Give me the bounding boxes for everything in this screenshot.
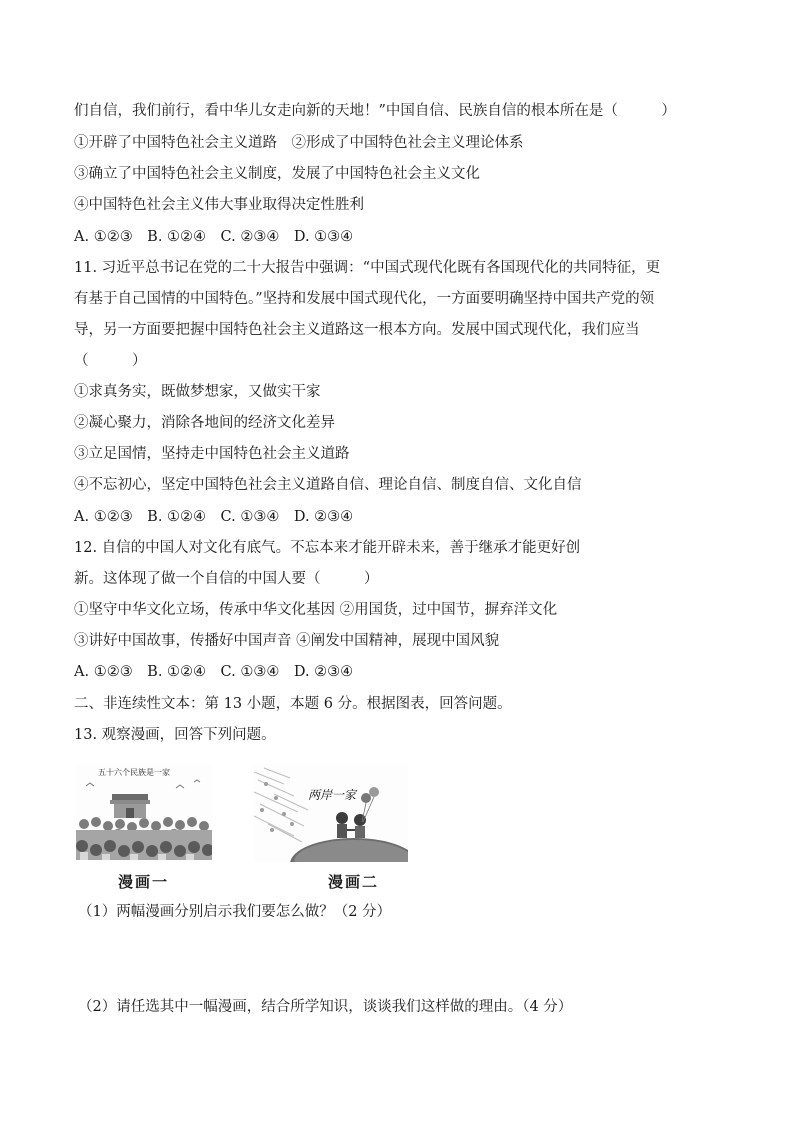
cartoon-two-caption: 漫画二 (328, 873, 380, 891)
question-13-title: 13. 观察漫画，回答下列问题。 (74, 727, 276, 743)
question-11-line-2: 有基于自己国情的中国特色。”坚持和发展中国式现代化，一方面要明确坚持中国共产党的领 (74, 291, 655, 307)
option-12-1-2: ①坚守中华文化立场，传承中华文化基因 ②用国货，过中国节，摒弃洋文化 (74, 602, 558, 618)
question-12-line-1: 12. 自信的中国人对文化有底气。不忘本来才能开辟未来，善于继承才能更好创 (74, 540, 581, 556)
cartoon-two-image (254, 764, 408, 862)
question-11-line-1: 11. 习近平总书记在党的二十大报告中强调：“中国式现代化既有各国现代化的共同特征，更 (74, 260, 661, 276)
option-11-1: ①求真务实，既做梦想家，又做实干家 (74, 384, 321, 400)
text-line-1: 们自信，我们前行，看中华儿女走向新的天地！”中国自信、民族自信的根本所在是（ ） (74, 103, 676, 119)
answer-options-q12: A. ①②③ B. ①②④ C. ①③④ D. ②③④ (74, 664, 354, 680)
option-11-4: ④不忘初心，坚定中国特色社会主义道路自信、理论自信、制度自信、文化自信 (74, 477, 582, 493)
text-line-2: ①开辟了中国特色社会主义道路 ②形成了中国特色社会主义理论体系 (74, 135, 524, 151)
cartoon-one-caption: 漫画一 (118, 873, 170, 891)
question-13-part-2: （2）请任选其中一幅漫画，结合所学知识，谈谈我们这样做的理由。（4 分） (78, 999, 573, 1015)
option-12-3-4: ③讲好中国故事，传播好中国声音 ④阐发中国精神，展现中国风貌 (74, 633, 500, 649)
question-11-blank: （ ） (74, 353, 147, 369)
cartoon-two-illustration (254, 764, 408, 862)
section-two-heading: 二、非连续性文本：第 13 小题，本题 6 分。根据图表，回答问题。 (74, 696, 512, 712)
question-12-line-2: 新。这体现了做一个自信的中国人要（ ） (74, 571, 379, 587)
cartoon-one-inner-text: 五十六个民族是一家 (98, 768, 170, 777)
answer-options-q11: A. ①②③ B. ①②④ C. ①③④ D. ②③④ (74, 509, 354, 525)
cartoon-two-inner-text: 两岸一家 (308, 788, 357, 802)
option-11-2: ②凝心聚力，消除各地间的经济文化差异 (74, 415, 335, 431)
cartoon-one-illustration (76, 764, 212, 860)
cartoon-one-image (76, 764, 212, 860)
text-line-3: ③确立了中国特色社会主义制度，发展了中国特色社会主义文化 (74, 166, 480, 182)
text-line-4: ④中国特色社会主义伟大事业取得决定性胜利 (74, 197, 364, 213)
question-11-line-3: 导，另一方面要把握中国特色社会主义道路这一根本方向。发展中国式现代化，我们应当 (74, 322, 640, 338)
question-13-part-1: （1）两幅漫画分别启示我们要怎么做？（2 分） (78, 904, 392, 920)
answer-options-q10: A. ①②③ B. ①②④ C. ②③④ D. ①③④ (74, 229, 354, 245)
option-11-3: ③立足国情，坚持走中国特色社会主义道路 (74, 446, 350, 462)
